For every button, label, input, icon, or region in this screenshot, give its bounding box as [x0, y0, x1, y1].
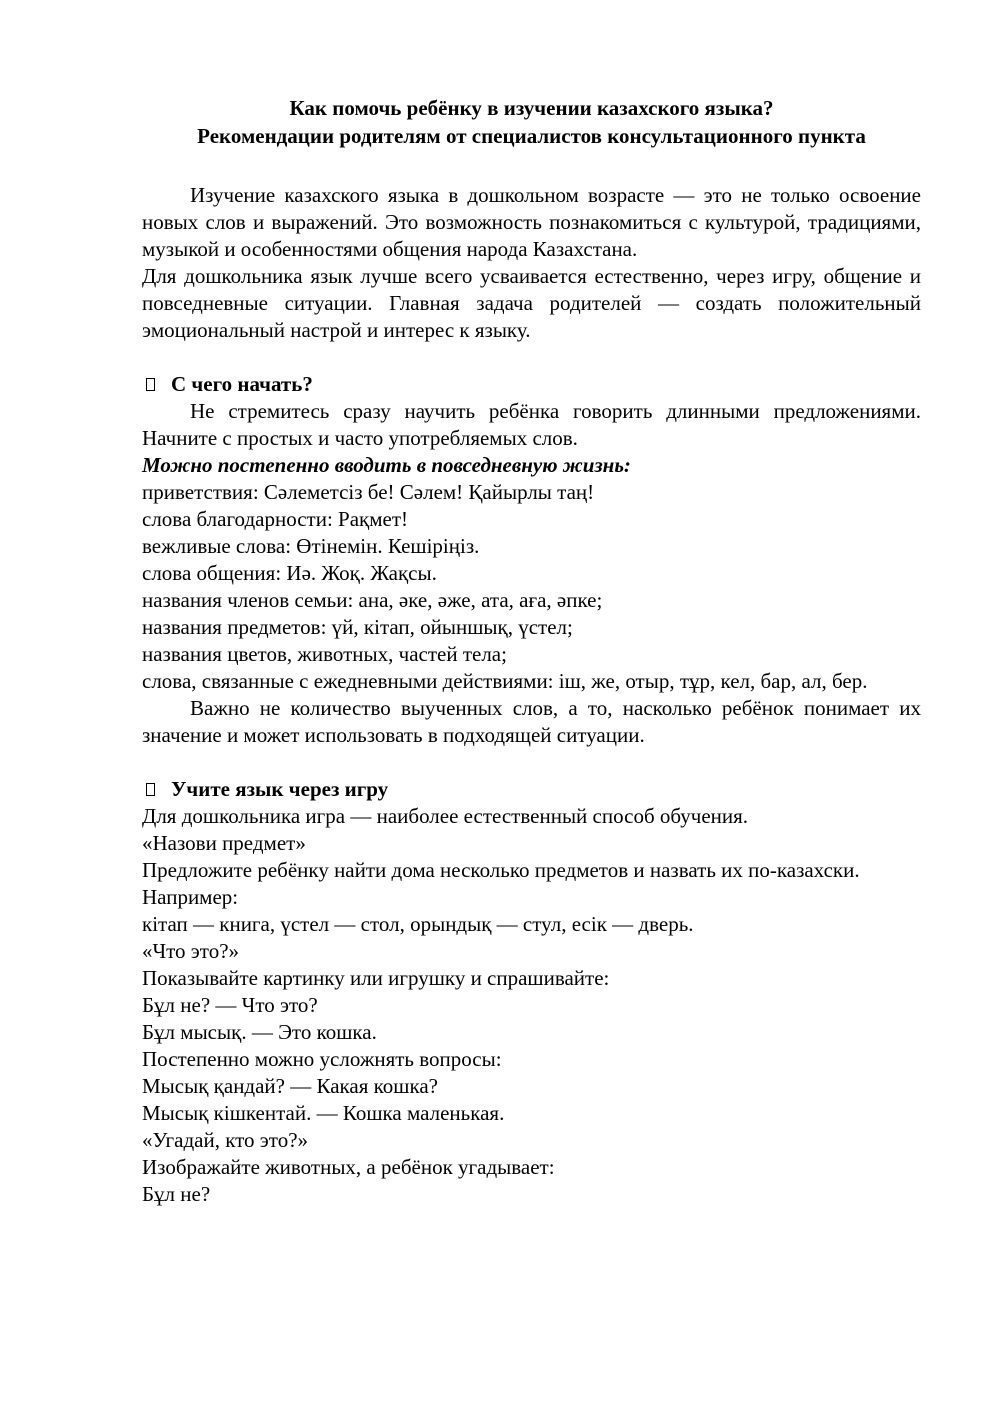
list-item: слова благодарности: Рақмет! — [142, 507, 409, 531]
section-heading-start — [142, 371, 921, 398]
text-line: Постепенно можно усложнять вопросы: — [142, 1047, 502, 1071]
title-line-2: Рекомендации родителям от специалистов консультационного пункта — [197, 124, 866, 148]
list-item: названия цветов, животных, частей тела; — [142, 642, 507, 666]
text-line: Предложите ребёнку найти дома несколько предметов и назвать их по-казахски. — [142, 858, 860, 882]
section1-paragraph-1: Не стремитесь сразу научить ребёнка говорить длинными предложениями. Начните с простых и часто употребляемых слов. — [142, 399, 921, 450]
text-line: Мысық қандай? — Какая кошка? — [142, 1074, 438, 1098]
square-bullet-icon — [146, 378, 155, 391]
intro-paragraph-1: Изучение казахского языка в дошкольном возрасте — это не только освоение новых слов и выражений. Это возможность познакомиться с культурой, традициями, музыкой и особенностями общения народа Казахстана. — [142, 183, 921, 261]
section1-subheading: Можно постепенно вводить в повседневную жизнь: — [142, 453, 631, 477]
text-line: «Что это?» — [142, 939, 240, 963]
section-heading-game — [142, 776, 921, 803]
text-line: Бұл не? — [142, 1182, 211, 1206]
list-item: названия предметов: үй, кітап, ойыншық, үстел; — [142, 615, 573, 639]
document-page — [142, 94, 921, 1208]
text-line: кітап — книга, үстел — стол, орындық — стул, есік — дверь. — [142, 912, 694, 936]
text-line: Мысық кішкентай. — Кошка маленькая. — [142, 1101, 505, 1125]
list-item: слова общения: Иә. Жоқ. Жақсы. — [142, 561, 437, 585]
intro-paragraph-2: Для дошкольника язык лучше всего усваивается естественно, через игру, общение и повседневные ситуации. Главная задача родителей — создать положительный эмоциональный настрой и интерес к языку. — [142, 264, 921, 342]
text-line: Например: — [142, 885, 239, 909]
text-line: Бұл не? — Что это? — [142, 993, 318, 1017]
text-line: Изображайте животных, а ребёнок угадывает: — [142, 1155, 555, 1179]
document-title — [142, 94, 921, 150]
list-item: слова, связанные с ежедневными действиями: іш, же, отыр, тұр, кел, бар, ал, бер. — [142, 669, 868, 693]
section-heading-text: С чего начать? — [171, 372, 313, 396]
text-line: Бұл мысық. — Это кошка. — [142, 1020, 377, 1044]
text-line: Для дошкольника игра — наиболее естественный способ обучения. — [142, 804, 749, 828]
text-line: «Назови предмет» — [142, 831, 306, 855]
title-line-1: Как помочь ребёнку в изучении казахского языка? — [289, 96, 774, 120]
text-line: Показывайте картинку или игрушку и спрашивайте: — [142, 966, 610, 990]
square-bullet-icon — [146, 783, 155, 796]
section1-paragraph-2: Важно не количество выученных слов, а то, насколько ребёнок понимает их значение и может использовать в подходящей ситуации. — [142, 696, 921, 747]
section-heading-text: Учите язык через игру — [171, 777, 389, 801]
list-item: вежливые слова: Өтінемін. Кешіріңіз. — [142, 534, 480, 558]
list-item: названия членов семьи: ана, әке, әже, ата, аға, әпке; — [142, 588, 603, 612]
text-line: «Угадай, кто это?» — [142, 1128, 309, 1152]
list-item: приветствия: Сәлеметсіз бе! Сәлем! Қайырлы таң! — [142, 480, 595, 504]
